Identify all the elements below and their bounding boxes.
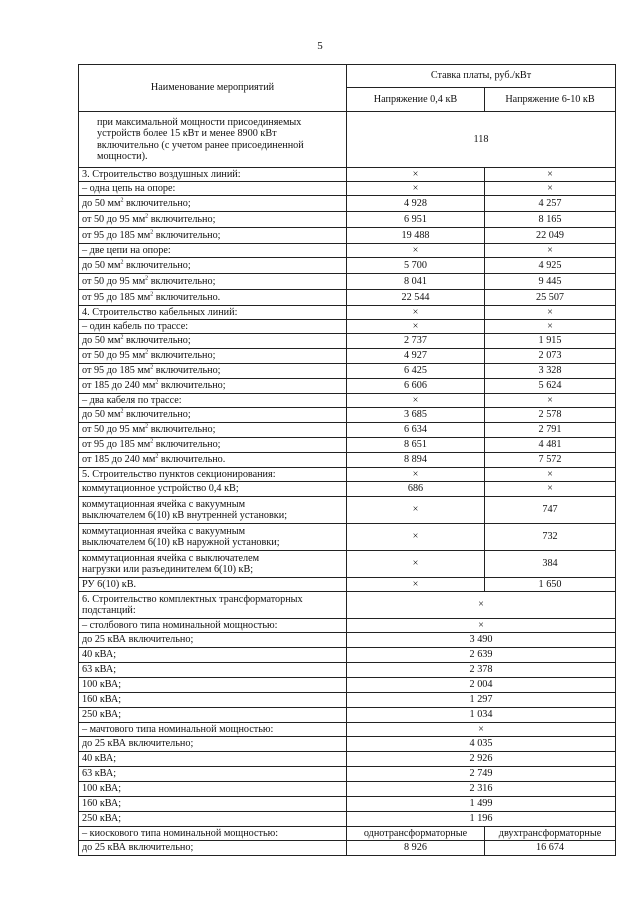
value-04: однотрансформаторные — [347, 827, 485, 841]
row-name-line: нагрузки или разъединителем 6(10) кВ; — [82, 564, 254, 575]
value-610: двухтрансформаторные — [485, 827, 616, 841]
table-row — [79, 168, 616, 182]
value-04: 6 606 — [347, 379, 485, 394]
intro-value: 118 — [347, 112, 616, 168]
value-merged: 1 499 — [347, 797, 616, 812]
row-name: от 50 до 95 $мм^2$ включительно; — [79, 423, 347, 438]
table-row — [79, 408, 616, 423]
row-name-line: коммутационная ячейка с вакуумным — [82, 525, 246, 537]
row-name — [79, 592, 347, 619]
value-merged: 3 490 — [347, 633, 616, 648]
value-610: 1 915 — [485, 334, 616, 349]
value-610: × — [485, 482, 616, 497]
value-04: 19 488 — [347, 228, 485, 244]
table-row — [79, 663, 616, 678]
row-name: от 95 до 185 $мм^2$ включительно. — [79, 290, 347, 306]
value-04: 22 544 — [347, 290, 485, 306]
value-merged: 2 749 — [347, 767, 616, 782]
table-row — [79, 619, 616, 633]
value-610: 2 578 — [485, 408, 616, 423]
value-610: 747 — [485, 497, 616, 524]
value-610: × — [485, 182, 616, 196]
value-610: 732 — [485, 524, 616, 551]
table-row — [79, 182, 616, 196]
superscript: 2 — [120, 408, 124, 415]
tariff-table — [78, 64, 616, 856]
value-610: 4 257 — [485, 196, 616, 212]
row-name — [79, 497, 347, 524]
row-name: 250 кВА; — [79, 708, 347, 723]
table-row — [79, 737, 616, 752]
row-name: от 95 до 185 $мм^2$ включительно; — [79, 364, 347, 379]
table-row — [79, 349, 616, 364]
row-name: – два кабеля по трассе: — [79, 394, 347, 408]
value-610: 5 624 — [485, 379, 616, 394]
value-04: 8 041 — [347, 274, 485, 290]
superscript: 2 — [120, 197, 124, 204]
row-name: – один кабель по трассе: — [79, 320, 347, 334]
value-04: × — [347, 578, 485, 592]
value-merged: 4 035 — [347, 737, 616, 752]
value-merged: 2 316 — [347, 782, 616, 797]
header-row — [79, 65, 616, 88]
row-name: 40 кВА; — [79, 648, 347, 663]
superscript: 2 — [145, 275, 149, 282]
intro-line: включительно (с учетом ранее присоединенной — [97, 139, 304, 151]
row-name: до 25 кВА включительно; — [79, 841, 347, 856]
value-04: × — [347, 394, 485, 408]
value-610: 1 650 — [485, 578, 616, 592]
table-row — [79, 633, 616, 648]
value-610: 2 791 — [485, 423, 616, 438]
superscript: 2 — [145, 213, 149, 220]
value-610: 9 445 — [485, 274, 616, 290]
value-04: × — [347, 244, 485, 258]
row-name: 63 кВА; — [79, 767, 347, 782]
value-04: × — [347, 320, 485, 334]
value-merged: × — [347, 592, 616, 619]
value-04: 8 651 — [347, 438, 485, 453]
value-merged: × — [347, 723, 616, 737]
value-04: 6 634 — [347, 423, 485, 438]
table-row — [79, 797, 616, 812]
value-merged: 2 004 — [347, 678, 616, 693]
value-610: × — [485, 168, 616, 182]
superscript: 2 — [155, 379, 159, 386]
table-row — [79, 678, 616, 693]
row-name: от 50 до 95 $мм^2$ включительно; — [79, 349, 347, 364]
superscript: 2 — [145, 423, 149, 430]
table-row — [79, 306, 616, 320]
row-name: 4. Строительство кабельных линий: — [79, 306, 347, 320]
row-name: до 50 $мм^2$ включительно; — [79, 334, 347, 349]
table-row — [79, 524, 616, 551]
value-610: 22 049 — [485, 228, 616, 244]
value-610: × — [485, 320, 616, 334]
row-name: до 25 кВА включительно; — [79, 633, 347, 648]
value-04: 4 927 — [347, 349, 485, 364]
table-row — [79, 274, 616, 290]
row-name: от 95 до 185 $мм^2$ включительно; — [79, 438, 347, 453]
table-row — [79, 212, 616, 228]
value-04: 4 928 — [347, 196, 485, 212]
table-row — [79, 244, 616, 258]
superscript: 2 — [120, 259, 124, 266]
section6-title-row — [79, 592, 616, 619]
row-name: от 50 до 95 $мм^2$ включительно; — [79, 274, 347, 290]
page-number: 5 — [317, 40, 323, 52]
row-name: 5. Строительство пунктов секционирования: — [79, 468, 347, 482]
value-merged: 2 639 — [347, 648, 616, 663]
value-04: 2 737 — [347, 334, 485, 349]
value-04: × — [347, 551, 485, 578]
row-name: 100 кВА; — [79, 782, 347, 797]
table-row — [79, 334, 616, 349]
table-row — [79, 453, 616, 468]
row-name: – одна цепь на опоре: — [79, 182, 347, 196]
value-merged: 1 034 — [347, 708, 616, 723]
row-name-line: подстанций: — [82, 605, 136, 616]
table-row — [79, 578, 616, 592]
value-04: × — [347, 306, 485, 320]
intro-text — [79, 112, 347, 168]
header-voltage-04: Напряжение 0,4 кВ — [347, 88, 485, 112]
value-04: × — [347, 468, 485, 482]
value-04: 6 951 — [347, 212, 485, 228]
table-row — [79, 767, 616, 782]
row-name: – киоскового типа номинальной мощностью: — [79, 827, 347, 841]
row-name: 160 кВА; — [79, 693, 347, 708]
row-name: 63 кВА; — [79, 663, 347, 678]
header-voltage-610: Напряжение 6-10 кВ — [485, 88, 616, 112]
table-row — [79, 228, 616, 244]
value-610: 2 073 — [485, 349, 616, 364]
value-610: 7 572 — [485, 453, 616, 468]
table-row — [79, 723, 616, 737]
row-name-line: выключателем 6(10) кВ внутренней установки; — [82, 510, 288, 521]
row-name-line: выключателем 6(10) кВ наружной установки; — [82, 537, 280, 548]
header-rate: Ставка платы, руб./кВт — [347, 65, 616, 88]
intro-line: при максимальной мощности присоединяемых — [97, 116, 302, 128]
table-row — [79, 812, 616, 827]
value-merged: 2 926 — [347, 752, 616, 767]
row-name: от 95 до 185 $мм^2$ включительно; — [79, 228, 347, 244]
row-name: 100 кВА; — [79, 678, 347, 693]
value-610: × — [485, 394, 616, 408]
superscript: 2 — [150, 229, 154, 236]
table-row — [79, 394, 616, 408]
row-name: 250 кВА; — [79, 812, 347, 827]
row-name: от 185 до 240 $мм^2$ включительно. — [79, 453, 347, 468]
value-merged: × — [347, 619, 616, 633]
value-04: 8 926 — [347, 841, 485, 856]
table-row — [79, 196, 616, 212]
value-04: × — [347, 182, 485, 196]
table-row — [79, 551, 616, 578]
row-name: 40 кВА; — [79, 752, 347, 767]
table-row — [79, 827, 616, 841]
row-name: до 50 $мм^2$ включительно; — [79, 408, 347, 423]
value-610: 4 925 — [485, 258, 616, 274]
table-row — [79, 468, 616, 482]
value-merged: 1 297 — [347, 693, 616, 708]
row-name: 3. Строительство воздушных линий: — [79, 168, 347, 182]
table-row — [79, 379, 616, 394]
value-610: × — [485, 306, 616, 320]
value-04: 6 425 — [347, 364, 485, 379]
value-04: 686 — [347, 482, 485, 497]
value-merged: 1 196 — [347, 812, 616, 827]
row-name: от 50 до 95 $мм^2$ включительно; — [79, 212, 347, 228]
row-name: до 50 $мм^2$ включительно; — [79, 258, 347, 274]
superscript: 2 — [155, 453, 159, 460]
row-name: 160 кВА; — [79, 797, 347, 812]
table-row — [79, 482, 616, 497]
value-610: 3 328 — [485, 364, 616, 379]
value-610: × — [485, 244, 616, 258]
table-row — [79, 782, 616, 797]
value-610: 8 165 — [485, 212, 616, 228]
table-row — [79, 423, 616, 438]
row-name: РУ 6(10) кВ. — [79, 578, 347, 592]
superscript: 2 — [150, 291, 154, 298]
table-row — [79, 438, 616, 453]
value-04: 3 685 — [347, 408, 485, 423]
superscript: 2 — [150, 364, 154, 371]
value-04: × — [347, 524, 485, 551]
value-610: × — [485, 468, 616, 482]
value-610: 25 507 — [485, 290, 616, 306]
row-name: до 50 $мм^2$ включительно; — [79, 196, 347, 212]
table-row — [79, 841, 616, 856]
value-610: 4 481 — [485, 438, 616, 453]
row-name-line: коммутационная ячейка с выключателем — [82, 552, 260, 564]
row-name: от 185 до 240 $мм^2$ включительно; — [79, 379, 347, 394]
superscript: 2 — [150, 438, 154, 445]
table-row — [79, 320, 616, 334]
table-row — [79, 258, 616, 274]
table-row — [79, 693, 616, 708]
value-610: 16 674 — [485, 841, 616, 856]
row-name-line: коммутационная ячейка с вакуумным — [82, 498, 246, 510]
table-row — [79, 290, 616, 306]
table-row — [79, 648, 616, 663]
row-name — [79, 551, 347, 578]
table-row — [79, 364, 616, 379]
row-name: коммутационное устройство 0,4 кВ; — [79, 482, 347, 497]
value-04: 8 894 — [347, 453, 485, 468]
value-04: × — [347, 168, 485, 182]
header-activity-name: Наименование мероприятий — [79, 65, 347, 112]
intro-row — [79, 112, 616, 168]
table-row — [79, 752, 616, 767]
row-name: – столбового типа номинальной мощностью: — [79, 619, 347, 633]
intro-line: мощности). — [97, 151, 148, 162]
value-610: 384 — [485, 551, 616, 578]
value-04: × — [347, 497, 485, 524]
table-row — [79, 497, 616, 524]
row-name: – две цепи на опоре: — [79, 244, 347, 258]
superscript: 2 — [120, 334, 124, 341]
row-name: – мачтового типа номинальной мощностью: — [79, 723, 347, 737]
row-name — [79, 524, 347, 551]
value-merged: 2 378 — [347, 663, 616, 678]
table-row — [79, 708, 616, 723]
superscript: 2 — [145, 349, 149, 356]
intro-line: устройств более 15 кВт и менее 8900 кВт — [97, 128, 277, 139]
row-name: до 25 кВА включительно; — [79, 737, 347, 752]
row-name-line: 6. Строительство комплектных трансформаторных — [82, 593, 303, 605]
value-04: 5 700 — [347, 258, 485, 274]
